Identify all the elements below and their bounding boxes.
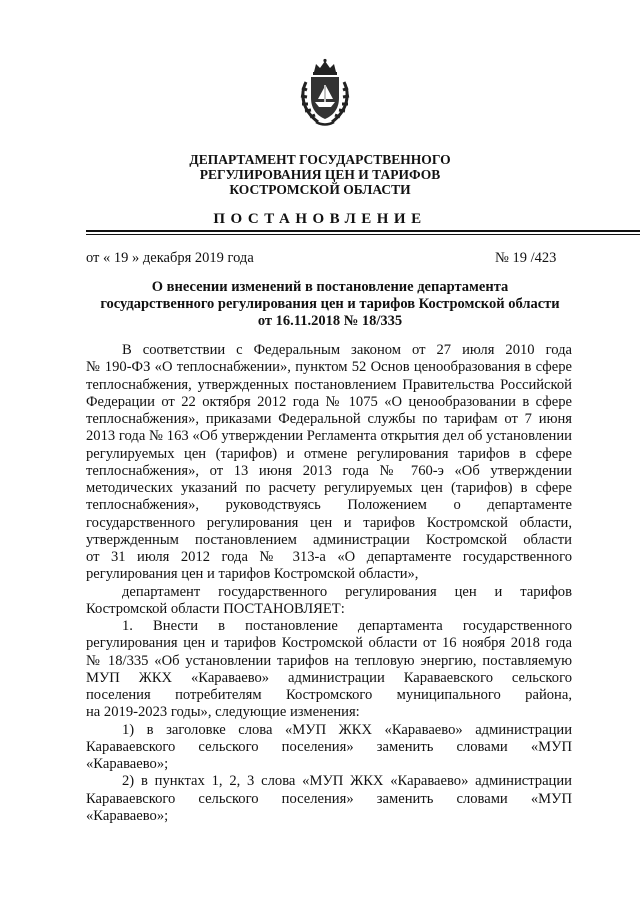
body-line: В соответствии с Федеральным законом от 27 июля 2010 года <box>122 342 572 358</box>
body-line: регулируемых цен (тарифов) и отмене регулирования тарифов в сфере <box>86 445 572 462</box>
body-line: регулирования цен и тарифов Костромской области от 16 ноября 2018 года <box>86 635 572 652</box>
document-title <box>80 279 580 330</box>
body-line: на 2019-2023 годы», следующие изменения: <box>86 704 360 721</box>
body-line: теплоснабжения», приказами Федеральной службы по тарифам от 7 июня <box>86 411 572 427</box>
body-line: Караваевского сельского поселения» заменить словами «МУП <box>86 790 572 807</box>
document-number: № 19 /423 <box>495 250 557 266</box>
document-type: ПОСТАНОВЛЕНИЕ <box>213 211 427 227</box>
coat-of-arms-icon <box>296 58 354 128</box>
body-line: от 31 июля 2012 года № 313-а «О департаменте государственного <box>86 549 572 565</box>
body-line: теплоснабжения», руководствуясь Положением о департаменте <box>86 497 572 514</box>
header-rule-thin <box>86 234 640 235</box>
body-line: Караваевского сельского поселения» заменить словами «МУП <box>86 738 572 755</box>
body-line: 2) в пунктах 1, 2, 3 слова «МУП ЖКХ «Караваево» администрации <box>122 773 572 790</box>
document-date: от « 19 » декабря 2019 года <box>86 250 254 266</box>
body-line: «Караваево»; <box>86 807 169 824</box>
header-rule <box>86 230 640 232</box>
title-line: О внесении изменений в постановление департамента <box>151 279 509 295</box>
title-line: государственного регулирования цен и тарифов Костромской области <box>100 296 560 312</box>
body-line: теплоснабжения, утвержденных постановлением Правительства Российской <box>86 376 572 393</box>
body-line: 2013 года № 163 «Об утверждении Регламента открытия дел об установлении <box>86 428 572 445</box>
body-line: департамент государственного регулирования цен и тарифов <box>122 583 572 600</box>
body-line: утвержденным постановлением администрации Костромской области <box>86 531 572 548</box>
department-name <box>0 152 640 197</box>
body-line: методических указаний по расчету регулируемых цен (тарифов) в сфере <box>86 480 572 496</box>
body-line: 1. Внести в постановление департамента государственного <box>122 618 572 634</box>
body-line: Федерации от 22 октября 2012 года № 1075 «О ценообразовании в сфере <box>86 393 572 410</box>
body-line: теплоснабжения», от 13 июня 2013 года № 760-э «Об утверждении <box>86 462 572 479</box>
body-line: поселения потребителям Костромского муниципального района, <box>86 687 572 703</box>
department-line: КОСТРОМСКОЙ ОБЛАСТИ <box>229 182 411 197</box>
body-line: 1) в заголовке слова «МУП ЖКХ «Караваево» администрации <box>122 721 572 738</box>
body-line: МУП ЖКХ «Караваево» администрации Караваевского сельского <box>86 669 572 686</box>
body-line: № 18/335 «Об установлении тарифов на тепловую энергию, поставляемую <box>86 652 572 669</box>
body-line: Костромской области ПОСТАНОВЛЯЕТ: <box>86 600 345 617</box>
body-line: «Караваево»; <box>86 756 169 772</box>
title-line: от 16.11.2018 № 18/335 <box>257 313 403 329</box>
document-body <box>86 342 572 825</box>
department-line: РЕГУЛИРОВАНИЯ ЦЕН И ТАРИФОВ <box>199 167 441 182</box>
body-line: регулирования цен и тарифов Костромской области», <box>86 566 419 583</box>
department-line: ДЕПАРТАМЕНТ ГОСУДАРСТВЕННОГО <box>189 152 451 167</box>
body-line: № 190-ФЗ «О теплоснабжении», пунктом 52 Основ ценообразования в сфере <box>86 359 572 376</box>
body-line: государственного регулирования цен и тарифов Костромской области, <box>86 514 572 531</box>
